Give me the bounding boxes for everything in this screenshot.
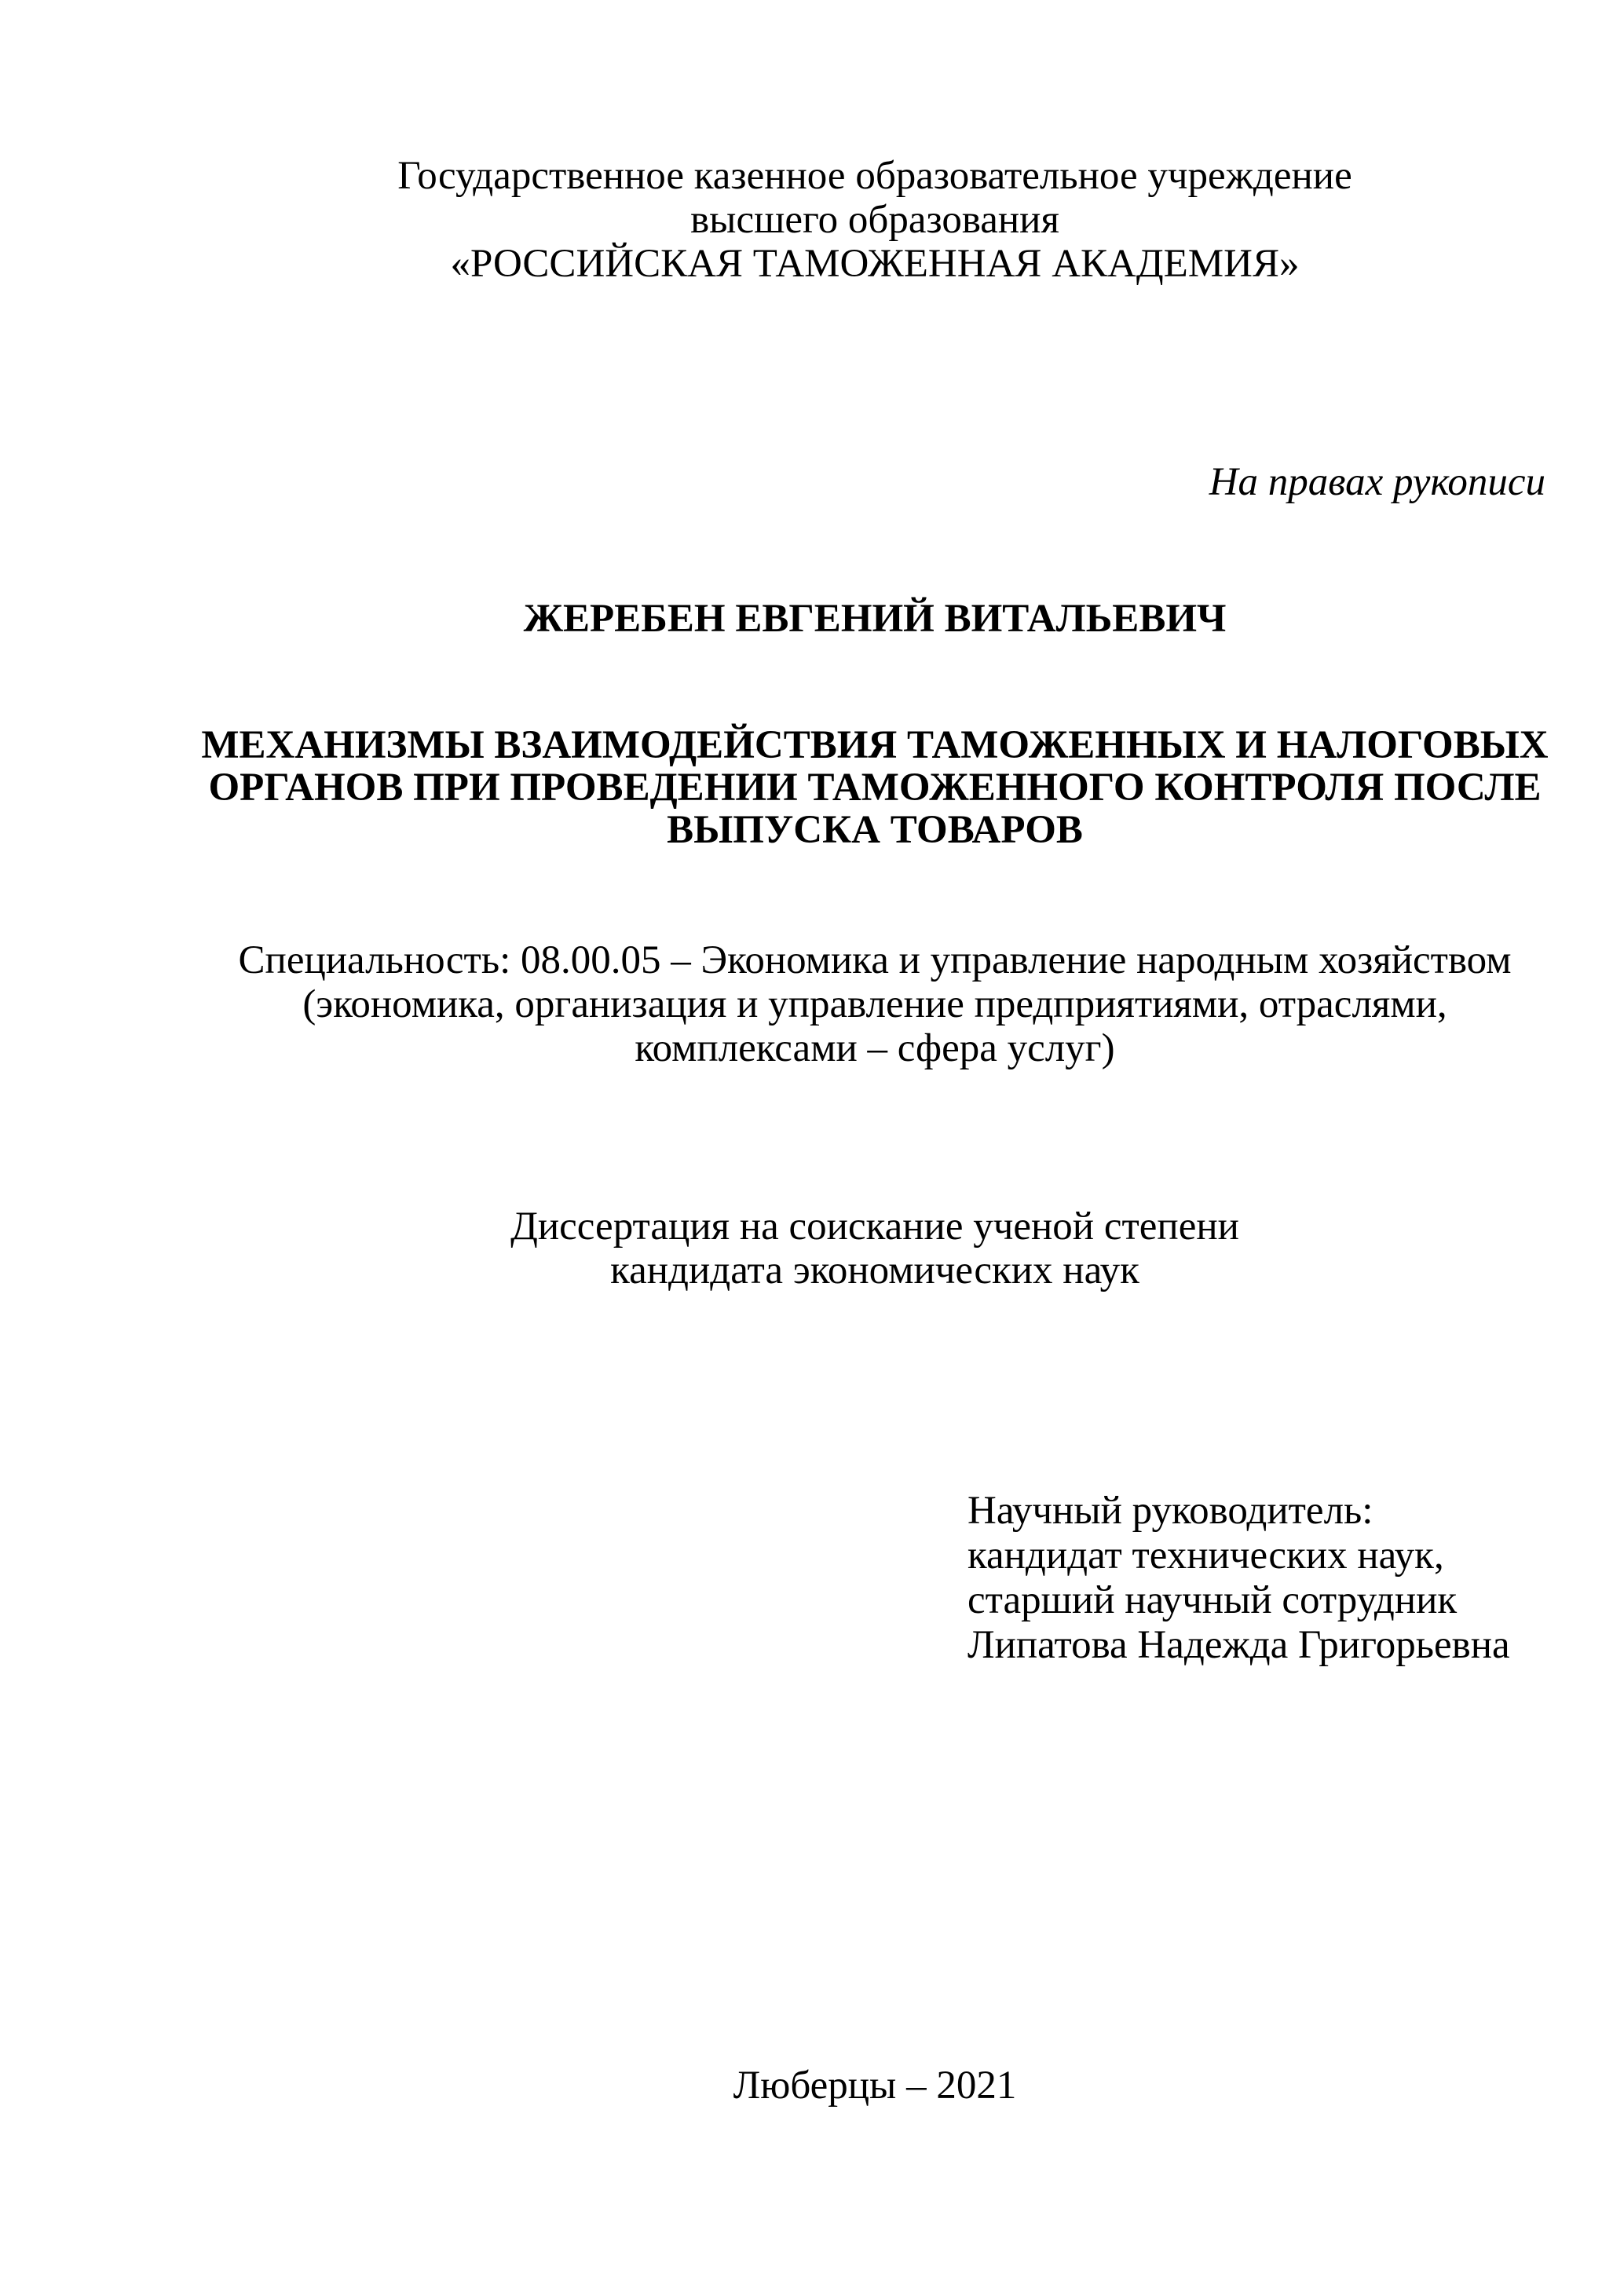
institution-line-2: высшего образования [690,198,1059,242]
supervisor-block [967,1489,1510,1668]
title-line-1: МЕХАНИЗМЫ ВЗАИМОДЕЙСТВИЯ ТАМОЖЕННЫХ И НАЛОГОВЫХ [201,723,1549,767]
manuscript-note: На правах рукописи [1209,460,1545,504]
institution-line-1: Государственное казенное образовательное учреждение [397,154,1352,198]
institution-line-3: «РОССИЙСКАЯ ТАМОЖЕННАЯ АКАДЕМИЯ» [450,242,1300,286]
specialty-line-2: (экономика, организация и управление предприятиями, отраслями, [302,982,1447,1026]
supervisor-degree: кандидат технических наук, [967,1534,1444,1578]
degree-line-2: кандидата экономических наук [610,1249,1139,1292]
supervisor-name: Липатова Надежда Григорьевна [967,1623,1510,1667]
specialty-line-1: Специальность: 08.00.05 – Экономика и управление народным хозяйством [238,938,1512,982]
supervisor-position: старший научный сотрудник [967,1578,1458,1622]
degree-statement [236,1205,1514,1292]
city-year: Люберцы – 2021 [733,2064,1017,2108]
title-line-2: ОРГАНОВ ПРИ ПРОВЕДЕНИИ ТАМОЖЕННОГО КОНТРОЛЯ ПОСЛЕ [208,766,1542,810]
author-name: ЖЕРЕБЕН ЕВГЕНИЙ ВИТАЛЬЕВИЧ [523,597,1227,641]
specialty [157,938,1593,1070]
specialty-line-3: комплексами – сфера услуг) [635,1026,1115,1070]
supervisor-label: Научный руководитель: [967,1489,1373,1533]
degree-line-1: Диссертация на соискание ученой степени [510,1205,1239,1249]
title-line-3: ВЫПУСКА ТОВАРОВ [667,808,1083,852]
institution-header [236,154,1514,286]
dissertation-title [157,724,1593,851]
